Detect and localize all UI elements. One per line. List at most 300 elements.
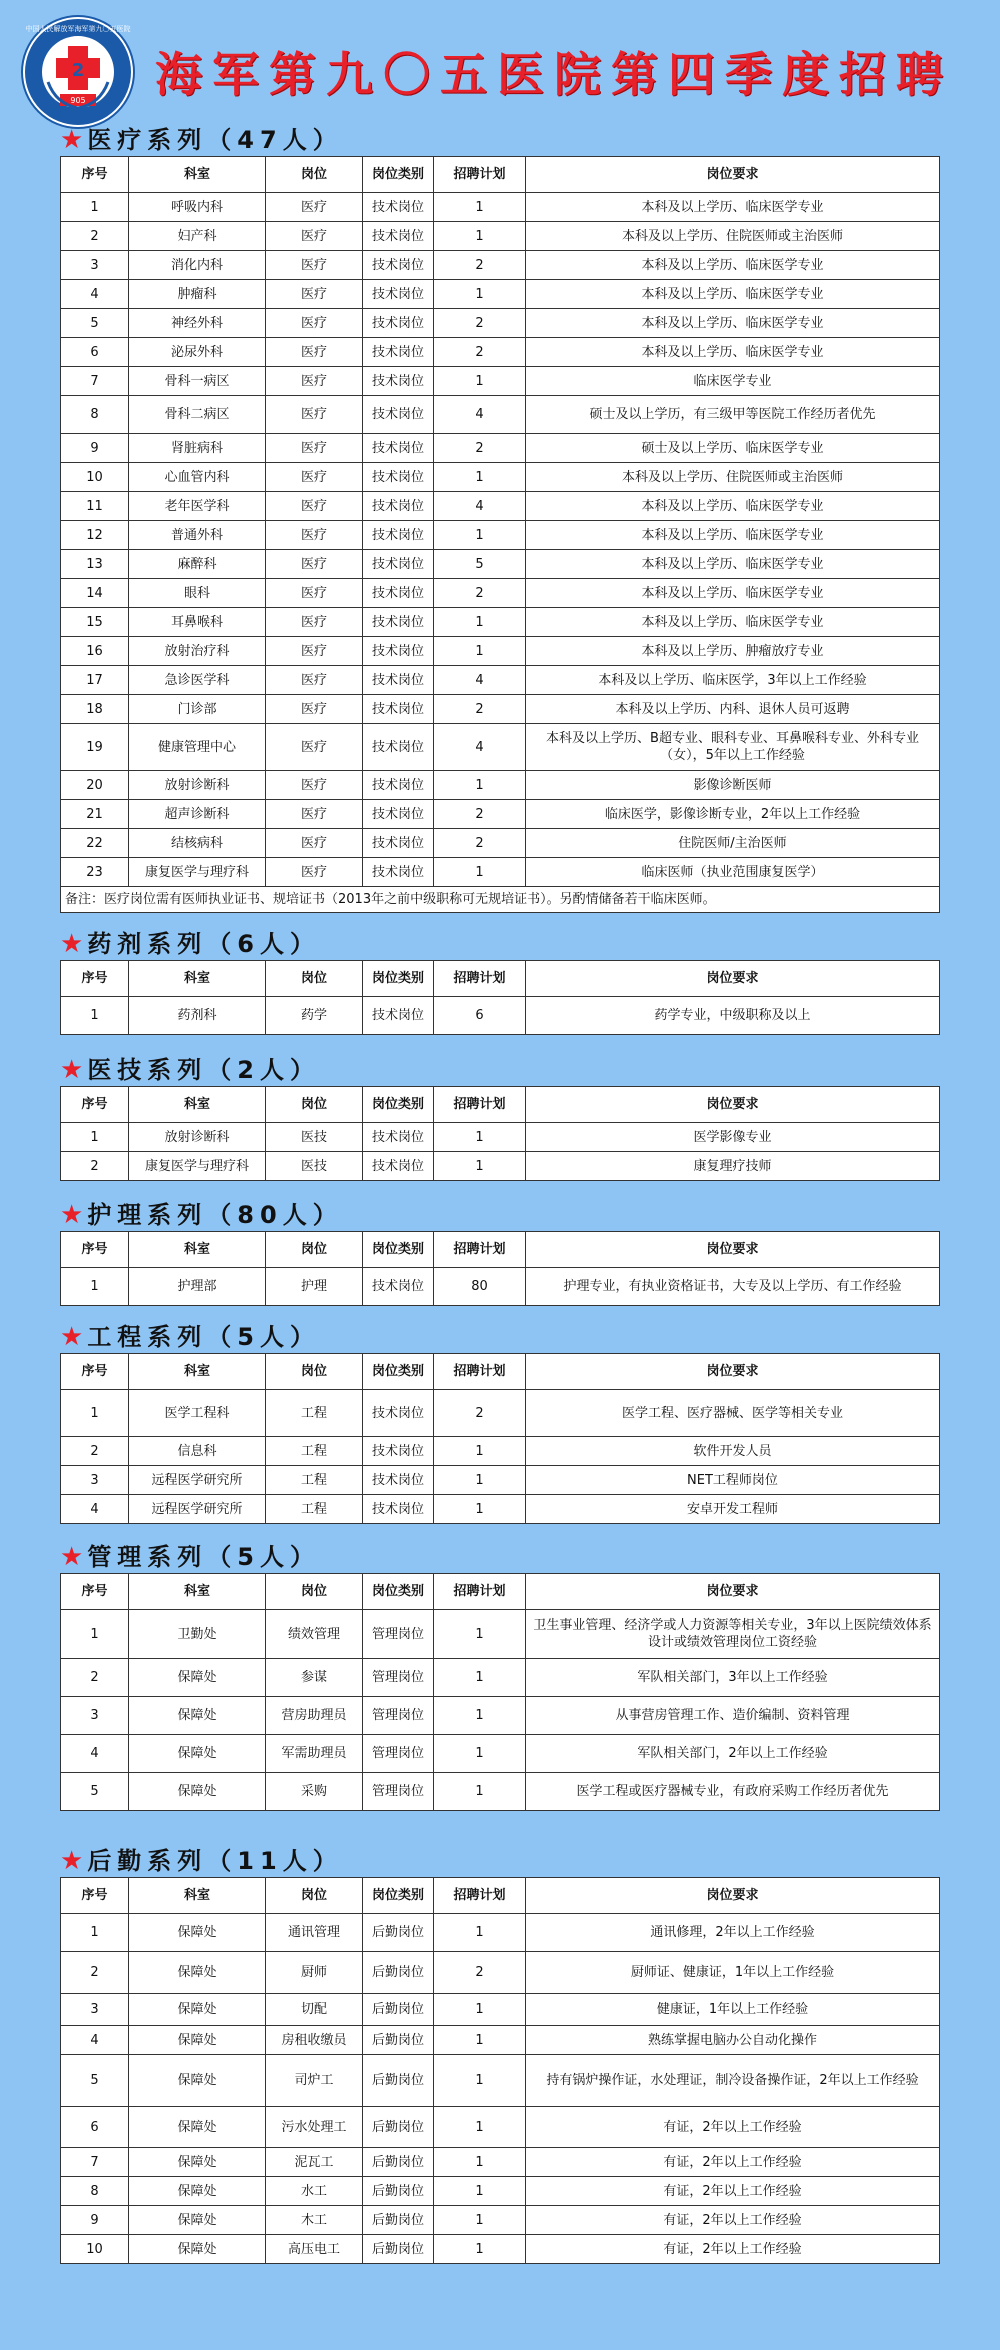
table-cell: 1: [434, 222, 526, 251]
table-row: [61, 579, 940, 608]
table-row: [61, 771, 940, 800]
table-cell: 技术岗位: [363, 579, 434, 608]
table-cell: 2: [434, 800, 526, 829]
table-cell: 技术岗位: [363, 434, 434, 463]
table-cell: 保障处: [129, 1735, 266, 1773]
table-row: [61, 1735, 940, 1773]
table-cell: 后勤岗位: [363, 2206, 434, 2235]
table-cell: 有证，2年以上工作经验: [526, 2148, 940, 2177]
table-cell: 肿瘤科: [129, 280, 266, 309]
column-header: 岗位: [266, 1574, 363, 1610]
table-cell: 技术岗位: [363, 521, 434, 550]
star-icon: ★: [60, 1055, 84, 1085]
table-row: [61, 2148, 940, 2177]
table-cell: 后勤岗位: [363, 2235, 434, 2264]
table-cell: 技术岗位: [363, 997, 434, 1035]
column-header: 岗位要求: [526, 157, 940, 193]
table-cell: 医疗: [266, 724, 363, 771]
table-cell: 有证，2年以上工作经验: [526, 2235, 940, 2264]
table-cell: 1: [434, 193, 526, 222]
section-title-text: 护理系列（80人）: [87, 1201, 343, 1229]
table-cell: 2: [61, 222, 129, 251]
section-title-text: 药剂系列（6人）: [87, 930, 321, 958]
table-cell: 技术岗位: [363, 367, 434, 396]
column-header: 序号: [61, 157, 129, 193]
table-cell: 医学工程或医疗器械专业，有政府采购工作经历者优先: [526, 1773, 940, 1811]
column-header: 招聘计划: [434, 1087, 526, 1123]
star-icon: ★: [60, 1322, 84, 1352]
table-cell: 18: [61, 695, 129, 724]
table-header-row: [61, 157, 940, 193]
hospital-logo: [18, 12, 138, 132]
table-cell: 本科及以上学历、临床医学专业: [526, 492, 940, 521]
table-cell: 医疗: [266, 222, 363, 251]
table-cell: 保障处: [129, 1773, 266, 1811]
table-cell: 2: [61, 1152, 129, 1181]
table-cell: 医疗: [266, 829, 363, 858]
table-cell: 3: [61, 1466, 129, 1495]
table-cell: 1: [434, 2148, 526, 2177]
table-cell: 医疗: [266, 637, 363, 666]
table-cell: 信息科: [129, 1437, 266, 1466]
section-title-text: 医技系列（2人）: [87, 1056, 321, 1084]
table-cell: 军需助理员: [266, 1735, 363, 1773]
table-cell: 1: [434, 1437, 526, 1466]
table-cell: 1: [434, 771, 526, 800]
table-cell: 本科及以上学历、住院医师或主治医师: [526, 222, 940, 251]
table-cell: 医疗: [266, 608, 363, 637]
column-header: 科室: [129, 1574, 266, 1610]
table-cell: 切配: [266, 1994, 363, 2026]
table-cell: 医疗: [266, 550, 363, 579]
table-row: [61, 367, 940, 396]
table-cell: 技术岗位: [363, 396, 434, 434]
table-cell: 8: [61, 396, 129, 434]
table-cell: 保障处: [129, 2148, 266, 2177]
table-cell: 1: [434, 1659, 526, 1697]
table-cell: 6: [61, 2107, 129, 2148]
table-cell: 工程: [266, 1495, 363, 1524]
table-cell: 技术岗位: [363, 492, 434, 521]
table-cell: 本科及以上学历、住院医师或主治医师: [526, 463, 940, 492]
table-cell: 技术岗位: [363, 637, 434, 666]
table-row: [61, 309, 940, 338]
table-cell: 工程: [266, 1466, 363, 1495]
table-cell: 17: [61, 666, 129, 695]
column-header: 岗位类别: [363, 1878, 434, 1914]
table-cell: 技术岗位: [363, 193, 434, 222]
recruit-table: [60, 1231, 940, 1306]
table-cell: 保障处: [129, 2055, 266, 2107]
table-cell: 4: [61, 280, 129, 309]
table-cell: 保障处: [129, 1697, 266, 1735]
table-cell: 住院医师/主治医师: [526, 829, 940, 858]
column-header: 序号: [61, 1878, 129, 1914]
table-note: 备注：医疗岗位需有医师执业证书、规培证书（2013年之前中级职称可无规培证书）。另酌情储备若干临床医师。: [61, 887, 940, 913]
column-header: 科室: [129, 1878, 266, 1914]
table-cell: 泌尿外科: [129, 338, 266, 367]
table-row: [61, 492, 940, 521]
table-cell: 5: [434, 550, 526, 579]
column-header: 岗位: [266, 1232, 363, 1268]
page-title: 海军第九〇五医院第四季度招聘: [155, 48, 953, 103]
table-cell: 保障处: [129, 2177, 266, 2206]
table-cell: 心血管内科: [129, 463, 266, 492]
table-cell: 骨科二病区: [129, 396, 266, 434]
table-row: [61, 1914, 940, 1952]
column-header: 招聘计划: [434, 1878, 526, 1914]
table-cell: 本科及以上学历、内科、退休人员可返聘: [526, 695, 940, 724]
table-cell: 医疗: [266, 858, 363, 887]
table-cell: 康复医学与理疗科: [129, 1152, 266, 1181]
column-header: 岗位要求: [526, 1574, 940, 1610]
table-cell: 绩效管理: [266, 1610, 363, 1659]
table-cell: 房租收缴员: [266, 2026, 363, 2055]
table-cell: 护理专业，有执业资格证书，大专及以上学历、有工作经验: [526, 1268, 940, 1306]
column-header: 岗位类别: [363, 1232, 434, 1268]
table-row: [61, 251, 940, 280]
table-cell: 技术岗位: [363, 1495, 434, 1524]
table-cell: 水工: [266, 2177, 363, 2206]
table-cell: 保障处: [129, 2026, 266, 2055]
table-cell: 1: [434, 521, 526, 550]
table-cell: 医疗: [266, 800, 363, 829]
section-title-text: 工程系列（5人）: [87, 1323, 321, 1351]
table-row: [61, 280, 940, 309]
table-cell: 2: [61, 1437, 129, 1466]
table-cell: 1: [434, 1466, 526, 1495]
column-header: 岗位类别: [363, 157, 434, 193]
table-cell: 2: [434, 695, 526, 724]
table-cell: 13: [61, 550, 129, 579]
column-header: 岗位: [266, 1087, 363, 1123]
table-row: [61, 1610, 940, 1659]
table-cell: 本科及以上学历、临床医学，3年以上工作经验: [526, 666, 940, 695]
recruit-table: [60, 1877, 940, 2264]
table-cell: 妇产科: [129, 222, 266, 251]
table-cell: 9: [61, 434, 129, 463]
table-cell: 临床医学专业: [526, 367, 940, 396]
table-cell: 技术岗位: [363, 800, 434, 829]
table-cell: 80: [434, 1268, 526, 1306]
table-row: [61, 1659, 940, 1697]
table-cell: 骨科一病区: [129, 367, 266, 396]
table-cell: 卫生事业管理、经济学或人力资源等相关专业，3年以上医院绩效体系设计或绩效管理岗位工资经验: [526, 1610, 940, 1659]
table-cell: 医技: [266, 1152, 363, 1181]
table-cell: 2: [61, 1952, 129, 1994]
table-cell: 本科及以上学历、临床医学专业: [526, 280, 940, 309]
table-cell: 营房助理员: [266, 1697, 363, 1735]
table-cell: 5: [61, 2055, 129, 2107]
table-row: [61, 521, 940, 550]
column-header: 科室: [129, 961, 266, 997]
table-row: [61, 396, 940, 434]
table-cell: 医技: [266, 1123, 363, 1152]
column-header: 岗位: [266, 961, 363, 997]
column-header: 序号: [61, 1087, 129, 1123]
table-row: [61, 724, 940, 771]
table-cell: 10: [61, 2235, 129, 2264]
table-row: [61, 1697, 940, 1735]
column-header: 招聘计划: [434, 961, 526, 997]
table-row: [61, 1390, 940, 1437]
table-cell: 药学专业，中级职称及以上: [526, 997, 940, 1035]
table-row: [61, 1495, 940, 1524]
table-cell: 通讯管理: [266, 1914, 363, 1952]
table-cell: 1: [434, 2107, 526, 2148]
table-cell: 管理岗位: [363, 1697, 434, 1735]
table-cell: 医学工程、医疗器械、医学等相关专业: [526, 1390, 940, 1437]
table-row: [61, 1994, 940, 2026]
table-cell: 后勤岗位: [363, 1994, 434, 2026]
column-header: 科室: [129, 157, 266, 193]
table-cell: 泥瓦工: [266, 2148, 363, 2177]
table-cell: 管理岗位: [363, 1659, 434, 1697]
section-title: [60, 1054, 940, 1086]
table-cell: 1: [434, 2235, 526, 2264]
table-cell: 本科及以上学历、临床医学专业: [526, 309, 940, 338]
table-cell: 保障处: [129, 1659, 266, 1697]
column-header: 岗位: [266, 157, 363, 193]
table-cell: 医疗: [266, 251, 363, 280]
table-row: [61, 2026, 940, 2055]
table-cell: 2: [434, 434, 526, 463]
table-cell: 耳鼻喉科: [129, 608, 266, 637]
table-cell: 超声诊断科: [129, 800, 266, 829]
table-cell: 消化内科: [129, 251, 266, 280]
table-cell: 1: [434, 2055, 526, 2107]
table-row: [61, 193, 940, 222]
table-cell: 2: [434, 829, 526, 858]
table-cell: 1: [434, 367, 526, 396]
table-cell: 管理岗位: [363, 1735, 434, 1773]
table-cell: 本科及以上学历、临床医学专业: [526, 579, 940, 608]
table-cell: 后勤岗位: [363, 2055, 434, 2107]
table-cell: 医疗: [266, 434, 363, 463]
table-cell: 有证，2年以上工作经验: [526, 2206, 940, 2235]
column-header: 岗位: [266, 1354, 363, 1390]
note-row: [61, 887, 940, 913]
table-header-row: [61, 1087, 940, 1123]
table-cell: 技术岗位: [363, 1466, 434, 1495]
table-cell: 技术岗位: [363, 309, 434, 338]
section-title-text: 管理系列（5人）: [87, 1543, 321, 1571]
svg-text:905: 905: [70, 96, 86, 105]
recruit-table: [60, 960, 940, 1035]
table-cell: 有证，2年以上工作经验: [526, 2107, 940, 2148]
section-5: [60, 1321, 940, 1524]
table-cell: 医疗: [266, 579, 363, 608]
table-cell: 军队相关部门，3年以上工作经验: [526, 1659, 940, 1697]
table-cell: 保障处: [129, 1994, 266, 2026]
table-cell: 7: [61, 2148, 129, 2177]
star-icon: ★: [60, 125, 84, 155]
table-cell: 保障处: [129, 2206, 266, 2235]
table-cell: 木工: [266, 2206, 363, 2235]
recruit-table: [60, 1353, 940, 1524]
section-title: [60, 928, 940, 960]
table-cell: 4: [434, 396, 526, 434]
table-row: [61, 997, 940, 1035]
table-cell: 本科及以上学历、肿瘤放疗专业: [526, 637, 940, 666]
table-cell: 5: [61, 1773, 129, 1811]
table-cell: 1: [434, 1773, 526, 1811]
table-row: [61, 800, 940, 829]
column-header: 岗位要求: [526, 961, 940, 997]
table-row: [61, 2107, 940, 2148]
table-cell: 1: [434, 1152, 526, 1181]
table-cell: 门诊部: [129, 695, 266, 724]
table-cell: 技术岗位: [363, 771, 434, 800]
table-cell: 1: [61, 1123, 129, 1152]
star-icon: ★: [60, 1846, 84, 1876]
table-row: [61, 2055, 940, 2107]
table-cell: 医疗: [266, 521, 363, 550]
table-cell: 技术岗位: [363, 463, 434, 492]
table-cell: 技术岗位: [363, 550, 434, 579]
table-cell: 1: [434, 2206, 526, 2235]
table-cell: 参谋: [266, 1659, 363, 1697]
table-row: [61, 1952, 940, 1994]
table-cell: 技术岗位: [363, 280, 434, 309]
table-cell: 本科及以上学历、临床医学专业: [526, 193, 940, 222]
table-cell: 硕士及以上学历，有三级甲等医院工作经历者优先: [526, 396, 940, 434]
table-cell: 后勤岗位: [363, 1914, 434, 1952]
table-cell: 老年医学科: [129, 492, 266, 521]
table-cell: 2: [61, 1659, 129, 1697]
table-cell: 眼科: [129, 579, 266, 608]
table-cell: 药学: [266, 997, 363, 1035]
table-cell: 持有锅炉操作证，水处理证，制冷设备操作证，2年以上工作经验: [526, 2055, 940, 2107]
table-cell: 1: [61, 1610, 129, 1659]
table-cell: 技术岗位: [363, 1437, 434, 1466]
table-cell: 远程医学研究所: [129, 1466, 266, 1495]
table-cell: 5: [61, 309, 129, 338]
column-header: 招聘计划: [434, 1232, 526, 1268]
table-row: [61, 1437, 940, 1466]
table-row: [61, 463, 940, 492]
recruit-table: [60, 156, 940, 913]
table-cell: 1: [434, 1914, 526, 1952]
table-cell: 本科及以上学历、临床医学专业: [526, 608, 940, 637]
table-cell: 2: [434, 338, 526, 367]
column-header: 岗位: [266, 1878, 363, 1914]
table-header-row: [61, 1878, 940, 1914]
section-title: [60, 124, 940, 156]
recruit-table: [60, 1573, 940, 1811]
section-6: [60, 1541, 940, 1811]
table-cell: 8: [61, 2177, 129, 2206]
table-cell: 4: [61, 1495, 129, 1524]
table-cell: 医疗: [266, 193, 363, 222]
column-header: 科室: [129, 1232, 266, 1268]
table-cell: 卫勤处: [129, 1610, 266, 1659]
table-cell: 医疗: [266, 492, 363, 521]
table-cell: 保障处: [129, 2107, 266, 2148]
section-title: [60, 1845, 940, 1877]
table-cell: 14: [61, 579, 129, 608]
table-cell: 2: [434, 309, 526, 338]
section-title: [60, 1199, 940, 1231]
table-cell: 放射诊断科: [129, 1123, 266, 1152]
table-cell: 医学工程科: [129, 1390, 266, 1437]
table-cell: 医疗: [266, 396, 363, 434]
column-header: 招聘计划: [434, 1354, 526, 1390]
table-cell: 医疗: [266, 367, 363, 396]
table-cell: 技术岗位: [363, 666, 434, 695]
column-header: 岗位要求: [526, 1087, 940, 1123]
table-cell: 保障处: [129, 1952, 266, 1994]
table-cell: 3: [61, 251, 129, 280]
column-header: 招聘计划: [434, 1574, 526, 1610]
table-cell: 司炉工: [266, 2055, 363, 2107]
table-cell: 1: [61, 997, 129, 1035]
table-cell: 硕士及以上学历、临床医学专业: [526, 434, 940, 463]
table-cell: 通讯修理，2年以上工作经验: [526, 1914, 940, 1952]
table-cell: 后勤岗位: [363, 2177, 434, 2206]
section-title: [60, 1541, 940, 1573]
table-row: [61, 550, 940, 579]
column-header: 科室: [129, 1354, 266, 1390]
table-cell: 1: [434, 858, 526, 887]
column-header: 序号: [61, 1354, 129, 1390]
column-header: 序号: [61, 1574, 129, 1610]
table-cell: 16: [61, 637, 129, 666]
table-cell: 1: [434, 2177, 526, 2206]
table-cell: 熟练掌握电脑办公自动化操作: [526, 2026, 940, 2055]
table-cell: 远程医学研究所: [129, 1495, 266, 1524]
table-row: [61, 695, 940, 724]
table-row: [61, 2235, 940, 2264]
section-title-text: 医疗系列（47人）: [87, 126, 343, 154]
table-cell: 高压电工: [266, 2235, 363, 2264]
table-cell: 医疗: [266, 463, 363, 492]
table-cell: 1: [434, 463, 526, 492]
column-header: 序号: [61, 961, 129, 997]
table-cell: 保障处: [129, 2235, 266, 2264]
column-header: 招聘计划: [434, 157, 526, 193]
column-header: 岗位要求: [526, 1354, 940, 1390]
table-cell: 1: [61, 1390, 129, 1437]
table-cell: 后勤岗位: [363, 2026, 434, 2055]
page-header: [0, 0, 1000, 130]
table-cell: 2: [434, 251, 526, 280]
table-row: [61, 1268, 940, 1306]
column-header: 岗位类别: [363, 1574, 434, 1610]
table-header-row: [61, 1232, 940, 1268]
table-header-row: [61, 1354, 940, 1390]
table-cell: 医疗: [266, 309, 363, 338]
table-cell: 神经外科: [129, 309, 266, 338]
table-cell: 后勤岗位: [363, 1952, 434, 1994]
table-row: [61, 637, 940, 666]
table-row: [61, 1152, 940, 1181]
table-cell: 后勤岗位: [363, 2107, 434, 2148]
table-cell: 1: [434, 608, 526, 637]
table-cell: 护理部: [129, 1268, 266, 1306]
table-cell: 医疗: [266, 280, 363, 309]
table-cell: 影像诊断医师: [526, 771, 940, 800]
table-cell: 11: [61, 492, 129, 521]
table-cell: 康复理疗技师: [526, 1152, 940, 1181]
table-row: [61, 222, 940, 251]
table-cell: 2: [434, 1952, 526, 1994]
table-cell: 麻醉科: [129, 550, 266, 579]
table-cell: 9: [61, 2206, 129, 2235]
table-cell: 20: [61, 771, 129, 800]
table-cell: 临床医师（执业范围康复医学）: [526, 858, 940, 887]
table-cell: 22: [61, 829, 129, 858]
